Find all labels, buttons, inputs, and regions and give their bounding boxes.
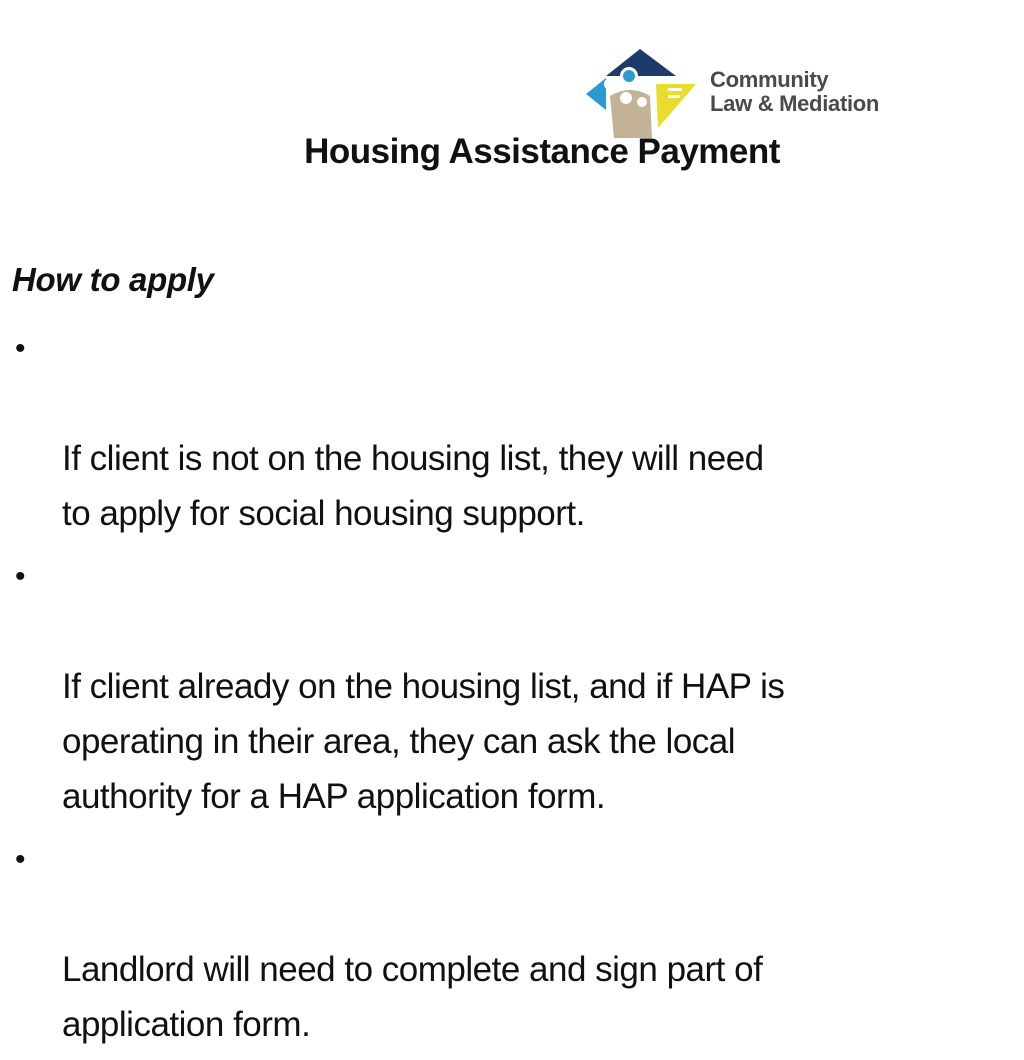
bullet-item xyxy=(0,321,1000,541)
logo-line-2: Law & Mediation xyxy=(710,91,880,116)
bullet-dot-icon: • xyxy=(15,332,26,365)
bullet-text: Landlord will need to complete and sign part of application form. xyxy=(62,950,763,1044)
slide-title: Housing Assistance Payment xyxy=(304,132,780,171)
bullet-list xyxy=(0,321,1000,1060)
logo-mark-icon xyxy=(584,46,704,141)
section-subheading: How to apply xyxy=(12,261,214,298)
bullet-dot-icon: • xyxy=(15,560,26,593)
bullet-dot-icon: • xyxy=(15,843,26,876)
bullet-item xyxy=(0,832,1000,1052)
logo-line-1: Community xyxy=(710,67,829,92)
bullet-text: If client already on the housing list, and if HAP is operating in their area, they can ask the local authority for a HAP application form. xyxy=(62,667,785,816)
logo-wordmark xyxy=(710,68,879,116)
bullet-text: If client is not on the housing list, they will need to apply for social housing support. xyxy=(62,439,764,533)
community-law-mediation-logo xyxy=(584,46,929,141)
bullet-item xyxy=(0,549,1000,824)
